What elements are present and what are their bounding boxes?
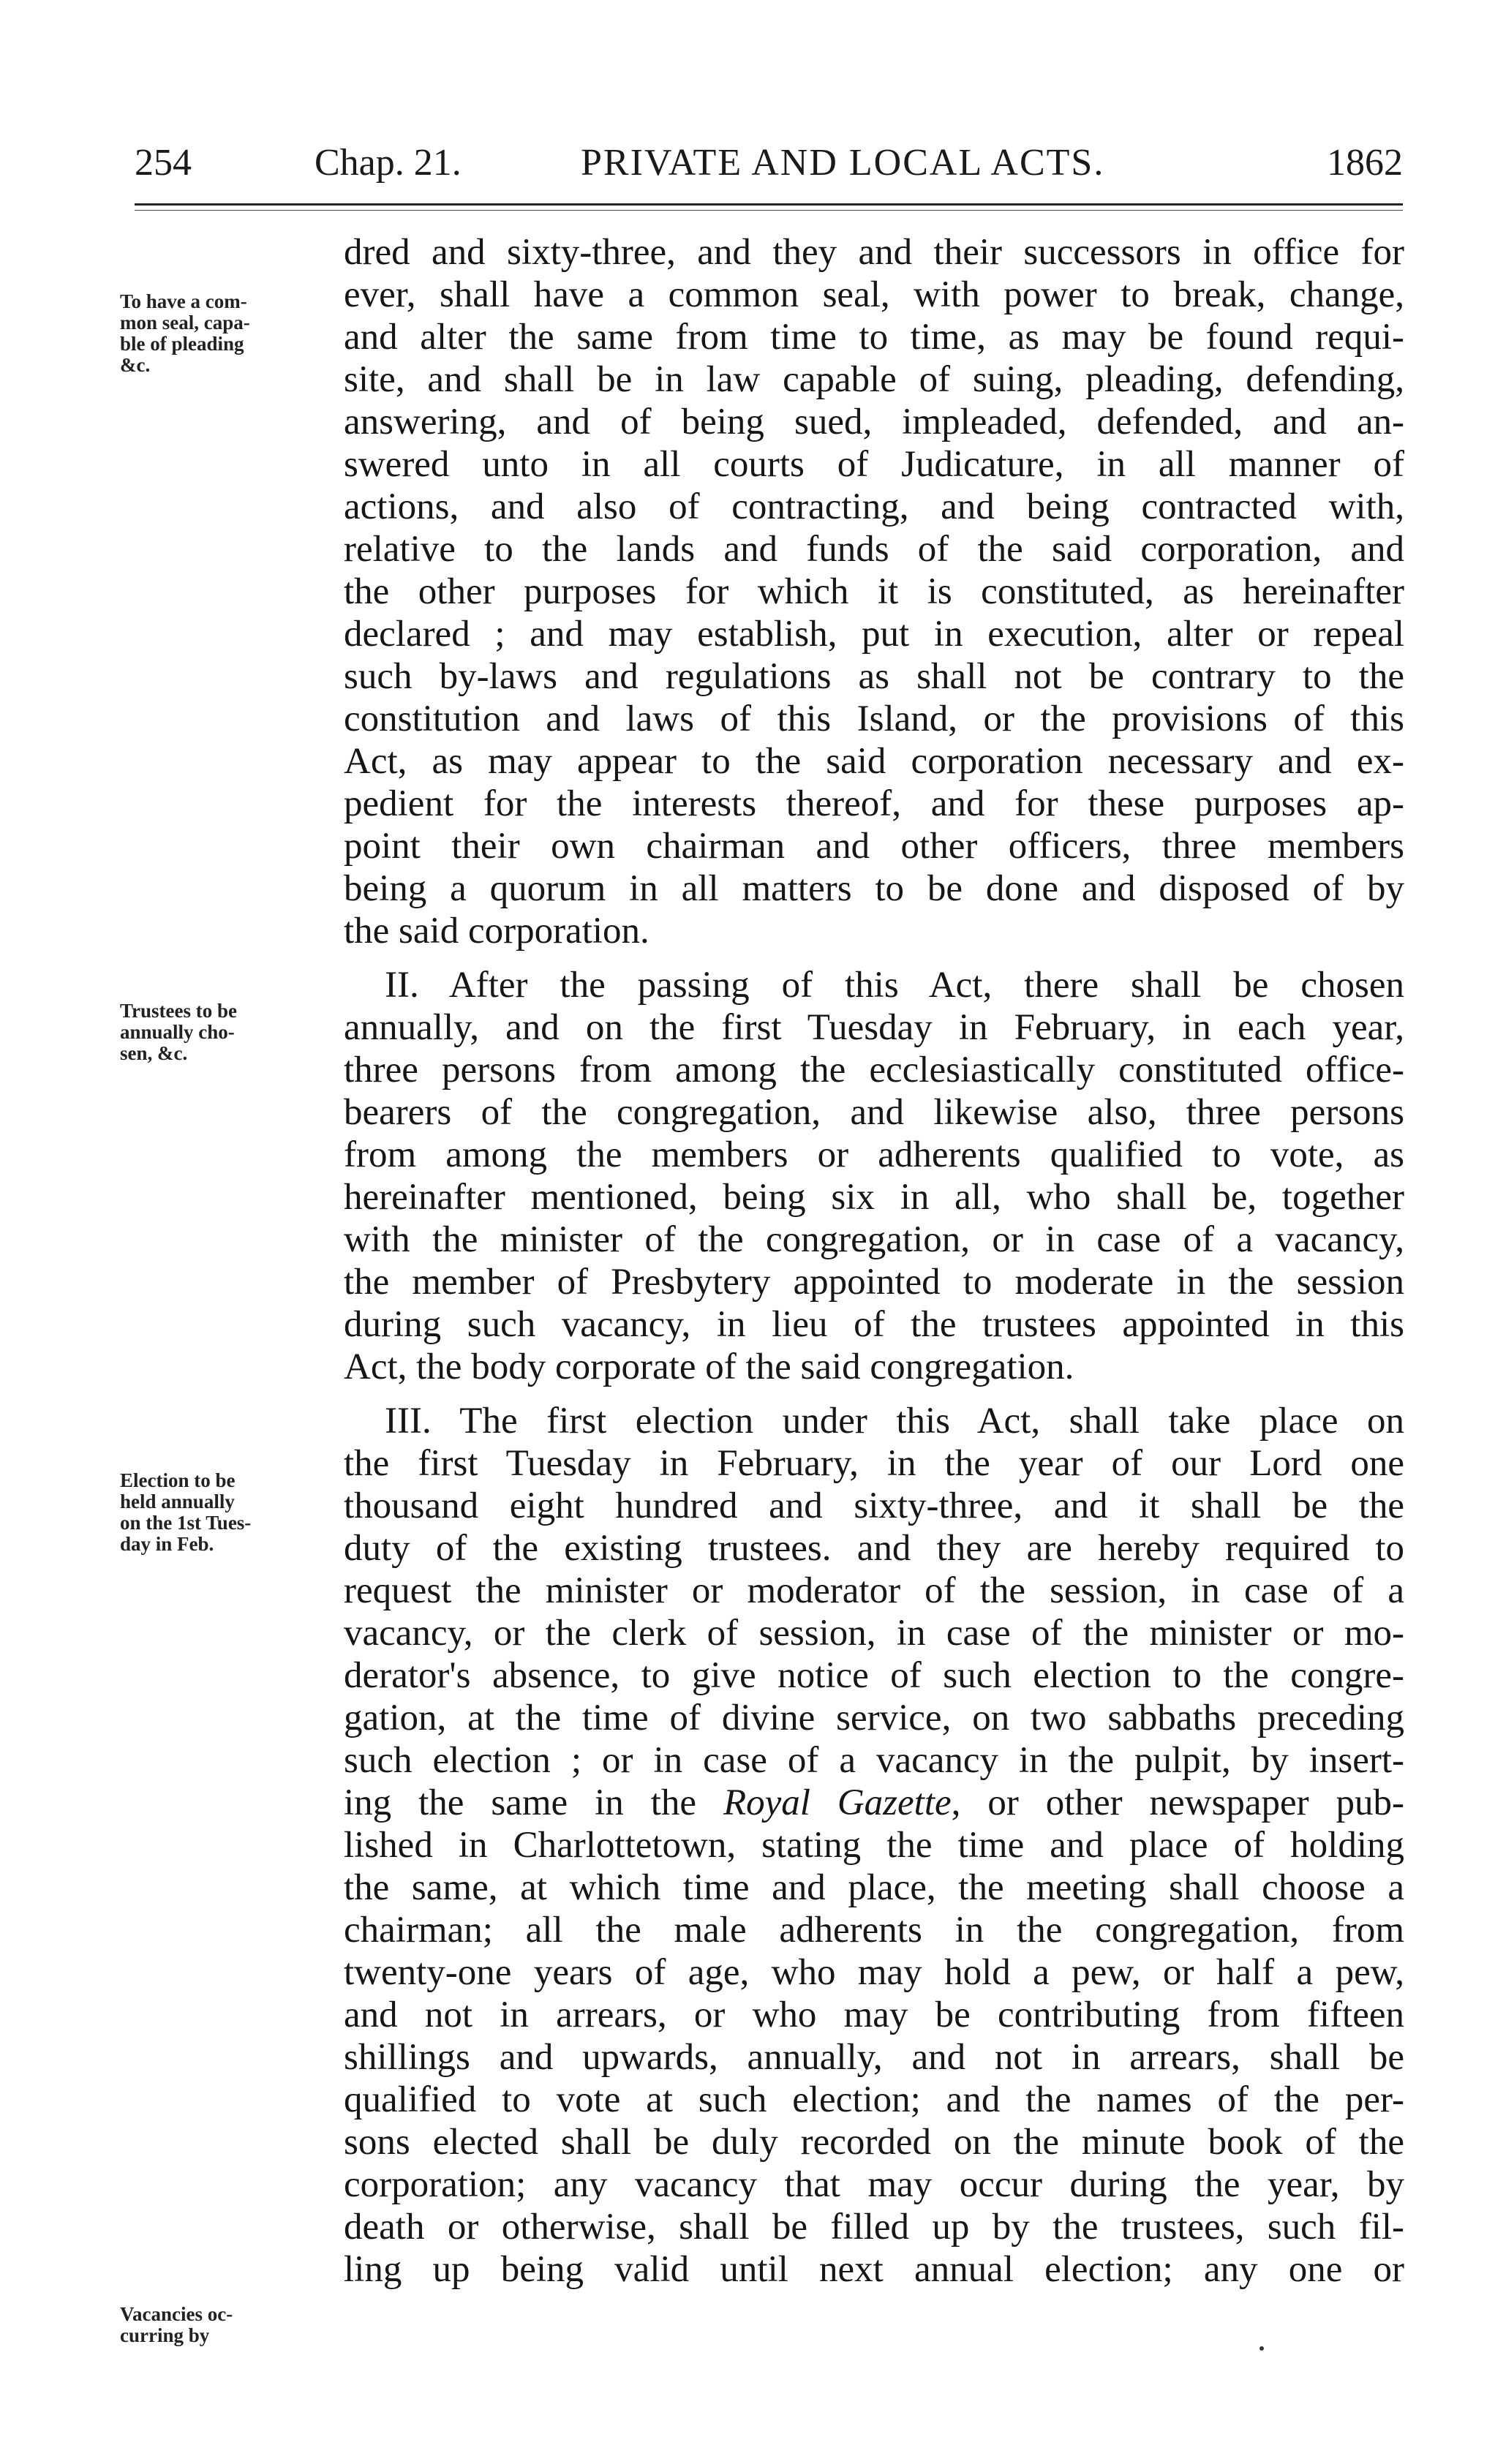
text-line: corporation; any vacancy that may occur during the year, by	[344, 2164, 1404, 2205]
text-line: swered unto in all courts of Judicature, in all manner of	[344, 444, 1404, 485]
margin-note-vacancies	[120, 2304, 339, 2346]
section-ii	[344, 964, 1404, 1388]
text-line: and not in arrears, or who may be contributing from fifteen	[344, 1994, 1404, 2035]
text-line: the first Tuesday in February, in the year of our Lord one	[344, 1443, 1404, 1484]
text-line: annually, and on the first Tuesday in February, in each year,	[344, 1007, 1404, 1048]
page-header	[135, 130, 1403, 196]
margin-note-line: held annually	[120, 1491, 235, 1512]
text-line: gation, at the time of divine service, on two sabbaths preceding	[344, 1698, 1404, 1738]
text-line: hereinafter mentioned, being six in all, who shall be, together	[344, 1177, 1404, 1218]
text-line: vacancy, or the clerk of session, in case of the minister or mo-	[344, 1613, 1404, 1654]
text-line: qualified to vote at such election; and the names of the per-	[344, 2079, 1404, 2120]
margin-note-line: ble of pleading	[120, 333, 244, 355]
text-line: ing the same in the Royal Gazette, or other newspaper pub-	[344, 1782, 1404, 1823]
text-line: II. After the passing of this Act, there shall be chosen	[385, 965, 1404, 1006]
margin-note-election	[120, 1470, 339, 1555]
margin-note-line: &c.	[120, 354, 151, 376]
text-line: sons elected shall be duly recorded on the minute book of the	[344, 2122, 1404, 2163]
running-title: PRIVATE AND LOCAL ACTS.	[581, 142, 1105, 184]
text-line: three persons from among the ecclesiastically constituted office-	[344, 1050, 1404, 1090]
margin-note-line: sen, &c.	[120, 1042, 188, 1064]
year-label: 1862	[1327, 142, 1403, 184]
text-line: bearers of the congregation, and likewise also, three persons	[344, 1092, 1404, 1133]
text-line: duty of the existing trustees. and they are hereby required to	[344, 1528, 1404, 1569]
text-line: dred and sixty-three, and they and their successors in office for	[344, 232, 1404, 273]
text-line: and alter the same from time to time, as may be found requi-	[344, 317, 1404, 358]
text-line: request the minister or moderator of the session, in case of a	[344, 1570, 1404, 1611]
text-line: constitution and laws of this Island, or the provisions of this	[344, 698, 1404, 739]
text-line: relative to the lands and funds of the said corporation, and	[344, 529, 1404, 570]
text-line: the other purposes for which it is constituted, as hereinafter	[344, 571, 1404, 612]
text-line: III. The first election under this Act, shall take place on	[385, 1401, 1404, 1442]
text-line: the said corporation.	[344, 911, 649, 952]
text-line: the same, at which time and place, the meeting shall choose a	[344, 1867, 1404, 1908]
margin-note-line: curring by	[120, 2324, 210, 2346]
margin-note-trustees	[120, 1001, 339, 1064]
text-line: shillings and upwards, annually, and not in arrears, shall be	[344, 2037, 1404, 2078]
text-line: such election ; or in case of a vacancy in the pulpit, by insert-	[344, 1740, 1404, 1781]
text-line: chairman; all the male adherents in the congregation, from	[344, 1910, 1404, 1951]
text-line: derator's absence, to give notice of such election to the congre-	[344, 1655, 1404, 1696]
newspaper-title: Royal Gazette	[723, 1782, 952, 1823]
text-line: point their own chairman and other officers, three members	[344, 826, 1404, 867]
text-line: with the minister of the congregation, or in case of a vacancy,	[344, 1219, 1404, 1260]
text-line: during such vacancy, in lieu of the trustees appointed in this	[344, 1304, 1404, 1345]
page-number: 254	[135, 142, 192, 184]
text-line: such by-laws and regulations as shall not be contrary to the	[344, 656, 1404, 697]
margin-note-line: on the 1st Tues-	[120, 1512, 252, 1534]
body-text	[344, 231, 1404, 2291]
header-rule	[135, 203, 1403, 211]
text-line: pedient for the interests thereof, and for these purposes ap-	[344, 783, 1404, 824]
text-line: from among the members or adherents qualified to vote, as	[344, 1134, 1404, 1175]
ink-dot	[1259, 2346, 1264, 2351]
text-line: Act, as may appear to the said corporation necessary and ex-	[344, 741, 1404, 782]
text-line: ling up being valid until next annual election; any one or	[344, 2249, 1404, 2290]
text-line: ever, shall have a common seal, with power to break, change,	[344, 274, 1404, 315]
text-line: Act, the body corporate of the said congregation.	[344, 1346, 1074, 1387]
margin-note-line: day in Feb.	[120, 1533, 214, 1555]
text-line: twenty-one years of age, who may hold a pew, or half a pew,	[344, 1952, 1404, 1993]
text-line: actions, and also of contracting, and being contracted with,	[344, 486, 1404, 527]
margin-note-line: annually cho-	[120, 1021, 235, 1043]
text-line: site, and shall be in law capable of suing, pleading, defending,	[344, 359, 1404, 400]
section-iii	[344, 1400, 1404, 2291]
text-line: declared ; and may establish, put in execution, alter or repeal	[344, 614, 1404, 655]
text-line: death or otherwise, shall be filled up by the trustees, such fil-	[344, 2207, 1404, 2248]
paragraph-continuation	[344, 231, 1404, 952]
text-line: being a quorum in all matters to be done and disposed of by	[344, 868, 1404, 909]
chapter-label: Chap. 21.	[315, 142, 462, 184]
margin-note-common-seal	[120, 291, 339, 376]
margin-note-line: Vacancies oc-	[120, 2303, 233, 2325]
text-line: answering, and of being sued, impleaded, defended, and an-	[344, 402, 1404, 442]
text-line: lished in Charlottetown, stating the time and place of holding	[344, 1825, 1404, 1866]
margin-note-line: mon seal, capa-	[120, 312, 250, 334]
margin-note-line: Election to be	[120, 1469, 236, 1491]
text-line: thousand eight hundred and sixty-three, and it shall be the	[344, 1485, 1404, 1526]
margin-note-line: Trustees to be	[120, 1000, 237, 1022]
text-line: the member of Presbytery appointed to moderate in the session	[344, 1262, 1404, 1303]
margin-note-line: To have a com-	[120, 290, 247, 312]
